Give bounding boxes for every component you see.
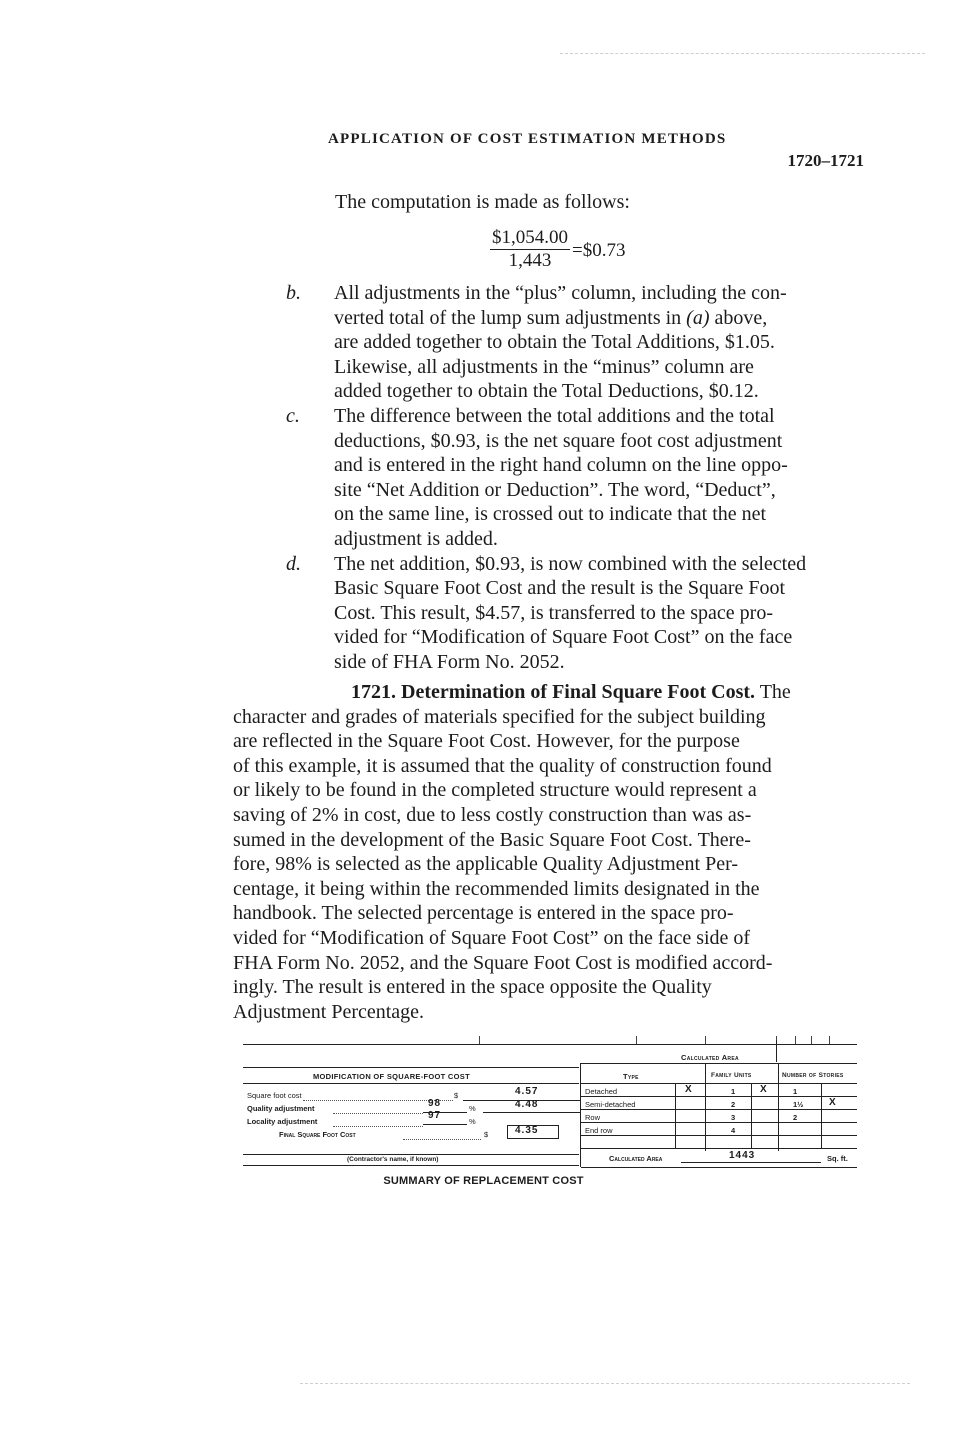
family-units-1: 1 (731, 1087, 736, 1096)
item-line: Basic Square Foot Cost and the result is the Square Foot (334, 577, 786, 600)
paragraph-line: ingly. The result is entered in the space opposite the Quality (233, 976, 712, 999)
stories-1-half: 1½ (793, 1100, 804, 1109)
final-square-foot-cost-label: Final Square Foot Cost (279, 1130, 356, 1139)
item-letter: d. (286, 552, 301, 575)
stories-1: 1 (793, 1087, 798, 1096)
modification-title: MODIFICATION OF SQUARE-FOOT COST (313, 1072, 470, 1081)
item-line: verted total of the lump sum adjustments in (a) above, (334, 306, 768, 329)
item-line: The net addition, $0.93, is now combined with the selected (334, 552, 807, 575)
form-tick (829, 1036, 830, 1044)
family-units-2: 2 (731, 1100, 736, 1109)
item-line: site “Net Addition or Deduction”. The word, “Deduct”, (334, 478, 776, 501)
section-1721-paragraph (233, 680, 866, 1024)
paragraph-line: of this example, it is assumed that the quality of construction found (233, 754, 772, 777)
section-range: 1720–1721 (787, 151, 864, 170)
form-divider (705, 1063, 706, 1151)
item-line: added together to obtain the Total Deductions, $0.12. (334, 380, 759, 403)
form-divider (675, 1083, 676, 1148)
sq-ft-unit: Sq. ft. (827, 1154, 848, 1163)
denominator: 1,443 (508, 250, 552, 271)
paragraph-line: FHA Form No. 2052, and the Square Foot Cost is modified accord- (233, 951, 773, 974)
paragraph-line: character and grades of materials specified for the subject building (233, 705, 766, 728)
form-divider (821, 1083, 822, 1148)
scan-artifact-bottom (300, 1383, 910, 1384)
item-line: on the same line, is crossed out to indicate that the net (334, 503, 767, 526)
row-label-locality-adjustment: Locality adjustment (247, 1117, 318, 1126)
form-divider (751, 1083, 752, 1148)
calculated-area-header: Calculated Area (681, 1053, 739, 1062)
form-rule (681, 1162, 821, 1163)
family-units-4: 4 (731, 1126, 736, 1135)
locality-adjustment-pct: 97 (428, 1110, 442, 1121)
stories-2: 2 (793, 1113, 798, 1122)
form-rule (483, 1112, 581, 1113)
item-letter: c. (286, 404, 300, 427)
form-rule (581, 1083, 857, 1084)
item-line: side of FHA Form No. 2052. (334, 650, 565, 673)
form-tick (795, 1036, 796, 1044)
col-header-family-units: Family Units (711, 1072, 752, 1079)
running-title: APPLICATION OF COST ESTIMATION METHODS (328, 131, 727, 147)
final-square-foot-cost-value: 4.35 (515, 1125, 539, 1136)
form-divider (778, 1063, 779, 1151)
quality-adjusted-value: 4.48 (515, 1099, 539, 1110)
section-heading: 1721. Determination of Final Square Foot Cost. (351, 681, 756, 703)
paragraph-line: sumed in the development of the Basic Square Foot Cost. There- (233, 828, 751, 851)
paragraph-line: centage, it being within the recommended limits designated in the (233, 877, 760, 900)
form-tick (705, 1036, 706, 1044)
item-letter: b. (286, 282, 301, 304)
square-foot-cost-value: 4.57 (515, 1086, 539, 1097)
dollar-sign: $ (484, 1130, 489, 1139)
row-label-square-foot-cost: Square foot cost (247, 1091, 302, 1100)
paragraph-line: vided for “Modification of Square Foot Cost” on the face side of (233, 926, 751, 949)
scan-artifact-top (560, 53, 925, 54)
form-rule (581, 1109, 857, 1110)
col-header-type: Type (623, 1072, 639, 1081)
paragraph-first-line (233, 680, 866, 705)
computation-intro: The computation is made as follows: (335, 191, 630, 213)
stories-mark: X (829, 1097, 837, 1108)
paragraph-line: are reflected in the Square Foot Cost. However, for the purpose (233, 730, 740, 753)
form-rule (581, 1096, 857, 1097)
type-detached: Detached (585, 1087, 618, 1096)
family-units-3: 3 (731, 1113, 736, 1122)
list-item (286, 281, 866, 404)
item-line: adjustment is added. (334, 527, 498, 550)
percent-sign: % (469, 1117, 476, 1126)
fraction (490, 228, 570, 271)
item-line: Cost. This result, $4.57, is transferred to the space pro- (334, 601, 773, 624)
paragraph-line: or likely to be found in the completed structure would represent a (233, 779, 757, 802)
family-units-mark: X (760, 1084, 768, 1095)
form-tick (479, 1036, 480, 1044)
form-rule (581, 1148, 857, 1149)
paragraph-line: Adjustment Percentage. (233, 1000, 425, 1023)
form-leader (403, 1139, 481, 1140)
paragraph-line: fore, 98% is selected as the applicable Quality Adjustment Per- (233, 853, 739, 876)
list-item (286, 404, 866, 552)
item-line: deductions, $0.93, is the net square foot cost adjustment (334, 429, 783, 452)
form-rule (243, 1154, 579, 1155)
quality-adjustment-pct: 98 (428, 1098, 442, 1109)
item-line: are added together to obtain the Total Additions, $1.05. (334, 331, 775, 354)
form-rule (581, 1135, 857, 1136)
paragraph-line: handbook. The selected percentage is entered in the space pro- (233, 902, 734, 925)
form-tick (811, 1036, 812, 1044)
form-rule (581, 1122, 857, 1123)
computation-formula (490, 228, 625, 271)
numerator: $1,054.00 (492, 227, 568, 248)
form-rule (581, 1167, 857, 1168)
item-line: The difference between the total additions and the total (334, 404, 775, 427)
type-row: Row (585, 1113, 601, 1122)
calculated-area-value: 1443 (729, 1150, 756, 1161)
calculated-area-label: Calculated Area (609, 1154, 663, 1163)
col-header-stories: Number of Stories (782, 1072, 844, 1079)
heading-tail: The (755, 681, 791, 703)
item-line: and is entered in the right hand column on the line oppo- (334, 454, 788, 477)
form-divider (580, 1063, 581, 1167)
row-label-quality-adjustment: Quality adjustment (247, 1104, 315, 1113)
list-item (286, 552, 866, 675)
form-rule (243, 1165, 579, 1166)
paragraph-line: saving of 2% in cost, due to less costly construction than was as- (233, 803, 752, 826)
form-rule (581, 1063, 857, 1064)
replacement-cost-form (243, 1030, 857, 1170)
type-end-row: End row (585, 1126, 613, 1135)
type-mark-detached: X (685, 1084, 693, 1095)
item-line: All adjustments in the “plus” column, including the con- (334, 282, 787, 304)
form-divider (776, 1040, 777, 1062)
figure-caption: SUMMARY OF REPLACEMENT COST (383, 1175, 584, 1187)
form-tick (636, 1036, 637, 1044)
form-top-rule (243, 1044, 857, 1045)
form-leader (333, 1126, 423, 1127)
adjustment-items (286, 281, 866, 675)
form-rule (243, 1083, 579, 1084)
item-line: Likewise, all adjustments in the “minus” column are (334, 355, 754, 378)
fraction-result: =$0.73 (572, 239, 626, 261)
contractor-note: (Contractor's name, if known) (347, 1156, 439, 1163)
percent-sign: % (469, 1104, 476, 1113)
form-leader (333, 1113, 423, 1114)
dollar-sign: $ (454, 1091, 459, 1100)
form-rule (423, 1124, 467, 1125)
item-line: vided for “Modification of Square Foot Cost” on the face (334, 626, 793, 649)
form-rule (243, 1067, 579, 1068)
type-semi-detached: Semi-detached (585, 1100, 636, 1109)
